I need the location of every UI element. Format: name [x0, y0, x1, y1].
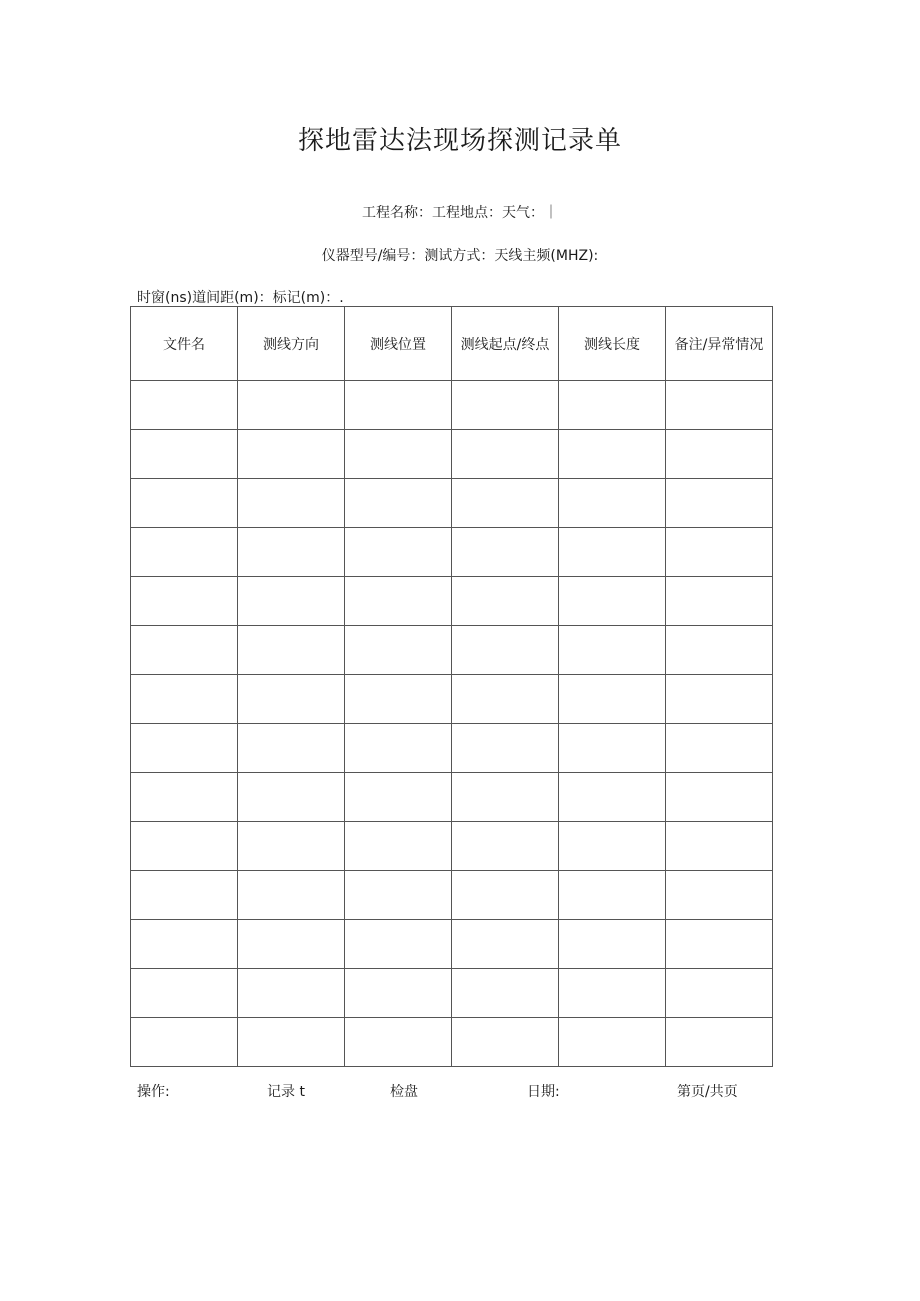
- table-cell[interactable]: [452, 1018, 559, 1067]
- table-cell[interactable]: [559, 528, 666, 577]
- table-row: [131, 773, 773, 822]
- table-cell[interactable]: [666, 675, 773, 724]
- table-body: [131, 381, 773, 1067]
- table-cell[interactable]: [559, 479, 666, 528]
- table-cell[interactable]: [345, 773, 452, 822]
- header-line-direction: 测线方向: [238, 307, 345, 381]
- table-cell[interactable]: [345, 724, 452, 773]
- table-cell[interactable]: [345, 528, 452, 577]
- table-cell[interactable]: [666, 724, 773, 773]
- table-cell[interactable]: [452, 479, 559, 528]
- table-cell[interactable]: [345, 675, 452, 724]
- table-cell[interactable]: [345, 871, 452, 920]
- table-row: [131, 479, 773, 528]
- table-cell[interactable]: [345, 822, 452, 871]
- table-row: [131, 528, 773, 577]
- table-cell[interactable]: [131, 724, 238, 773]
- table-cell[interactable]: [131, 577, 238, 626]
- table-cell[interactable]: [131, 822, 238, 871]
- table-row: [131, 381, 773, 430]
- table-cell[interactable]: [666, 528, 773, 577]
- document-title: 探地雷达法现场探测记录单: [297, 126, 622, 156]
- footer-operator: 操作:: [137, 1084, 170, 1100]
- table-cell[interactable]: [238, 626, 345, 675]
- table-cell[interactable]: [238, 675, 345, 724]
- table-cell[interactable]: [452, 528, 559, 577]
- table-cell[interactable]: [452, 724, 559, 773]
- header-file-name: 文件名: [131, 307, 238, 381]
- table-cell[interactable]: [238, 724, 345, 773]
- header-line-start-end: 测线起点/终点: [452, 307, 559, 381]
- table-cell[interactable]: [452, 626, 559, 675]
- table-cell[interactable]: [559, 822, 666, 871]
- table-cell[interactable]: [131, 1018, 238, 1067]
- table-row: [131, 430, 773, 479]
- footer-page: 第页/共页: [677, 1084, 738, 1100]
- table-cell[interactable]: [666, 920, 773, 969]
- table-cell[interactable]: [131, 871, 238, 920]
- table-cell[interactable]: [131, 528, 238, 577]
- table-row: [131, 626, 773, 675]
- table-cell[interactable]: [452, 381, 559, 430]
- table-cell[interactable]: [452, 822, 559, 871]
- table-cell[interactable]: [238, 479, 345, 528]
- table-cell[interactable]: [452, 871, 559, 920]
- window-spacing-line: 时窗(ns)道间距(m)：标记(m)：.: [137, 290, 344, 306]
- table-cell[interactable]: [131, 675, 238, 724]
- table-cell[interactable]: [559, 724, 666, 773]
- table-cell[interactable]: [238, 430, 345, 479]
- table-row: [131, 724, 773, 773]
- table-row: [131, 871, 773, 920]
- table-cell[interactable]: [559, 969, 666, 1018]
- table-cell[interactable]: [345, 920, 452, 969]
- footer-checker: 检盘: [390, 1084, 418, 1100]
- table-cell[interactable]: [559, 626, 666, 675]
- table-cell[interactable]: [238, 773, 345, 822]
- table-cell[interactable]: [345, 479, 452, 528]
- table-cell[interactable]: [452, 773, 559, 822]
- footer-recorder: 记录 t: [267, 1084, 305, 1100]
- table-cell[interactable]: [666, 822, 773, 871]
- table-cell[interactable]: [131, 626, 238, 675]
- header-remarks: 备注/异常情况: [666, 307, 773, 381]
- table-cell[interactable]: [452, 969, 559, 1018]
- header-line-length: 测线长度: [559, 307, 666, 381]
- table-cell[interactable]: [131, 969, 238, 1018]
- instrument-info-line: 仪器型号/编号：测试方式：天线主频(MHZ):: [321, 248, 599, 264]
- table-row: [131, 577, 773, 626]
- header-line-position: 测线位置: [345, 307, 452, 381]
- table-cell[interactable]: [131, 920, 238, 969]
- table-row: [131, 920, 773, 969]
- table-cell[interactable]: [559, 871, 666, 920]
- table-cell[interactable]: [559, 430, 666, 479]
- table-cell[interactable]: [238, 381, 345, 430]
- table-cell[interactable]: [666, 479, 773, 528]
- table-cell[interactable]: [559, 577, 666, 626]
- table-cell[interactable]: [238, 528, 345, 577]
- table-row: [131, 969, 773, 1018]
- table-cell[interactable]: [345, 381, 452, 430]
- table-cell[interactable]: [559, 773, 666, 822]
- table-cell[interactable]: [345, 626, 452, 675]
- table-cell[interactable]: [238, 871, 345, 920]
- table-cell[interactable]: [452, 430, 559, 479]
- table-cell[interactable]: [666, 871, 773, 920]
- table-cell[interactable]: [452, 577, 559, 626]
- table-cell[interactable]: [131, 773, 238, 822]
- table-cell[interactable]: [666, 430, 773, 479]
- table-cell[interactable]: [131, 479, 238, 528]
- table-cell[interactable]: [559, 381, 666, 430]
- record-table: [130, 306, 773, 1067]
- table-row: [131, 675, 773, 724]
- table-header-row: [131, 307, 773, 381]
- table-cell[interactable]: [666, 969, 773, 1018]
- table-cell[interactable]: [238, 822, 345, 871]
- table-cell[interactable]: [666, 1018, 773, 1067]
- table-cell[interactable]: [666, 577, 773, 626]
- table-cell[interactable]: [452, 675, 559, 724]
- table-cell[interactable]: [131, 430, 238, 479]
- table-cell[interactable]: [666, 773, 773, 822]
- table-cell[interactable]: [345, 969, 452, 1018]
- table-cell[interactable]: [559, 920, 666, 969]
- project-info-line: 工程名称：工程地点：天气：｜: [362, 205, 558, 221]
- table-cell[interactable]: [238, 969, 345, 1018]
- table-cell[interactable]: [666, 626, 773, 675]
- footer-date: 日期:: [527, 1084, 560, 1100]
- table-cell[interactable]: [238, 920, 345, 969]
- table-cell[interactable]: [238, 1018, 345, 1067]
- table-cell[interactable]: [238, 577, 345, 626]
- table-row: [131, 822, 773, 871]
- table-cell[interactable]: [131, 381, 238, 430]
- table-cell[interactable]: [559, 1018, 666, 1067]
- table-cell[interactable]: [452, 920, 559, 969]
- table-cell[interactable]: [345, 1018, 452, 1067]
- table-cell[interactable]: [666, 381, 773, 430]
- table-cell[interactable]: [345, 577, 452, 626]
- table-cell[interactable]: [345, 430, 452, 479]
- table-cell[interactable]: [559, 675, 666, 724]
- table-row: [131, 1018, 773, 1067]
